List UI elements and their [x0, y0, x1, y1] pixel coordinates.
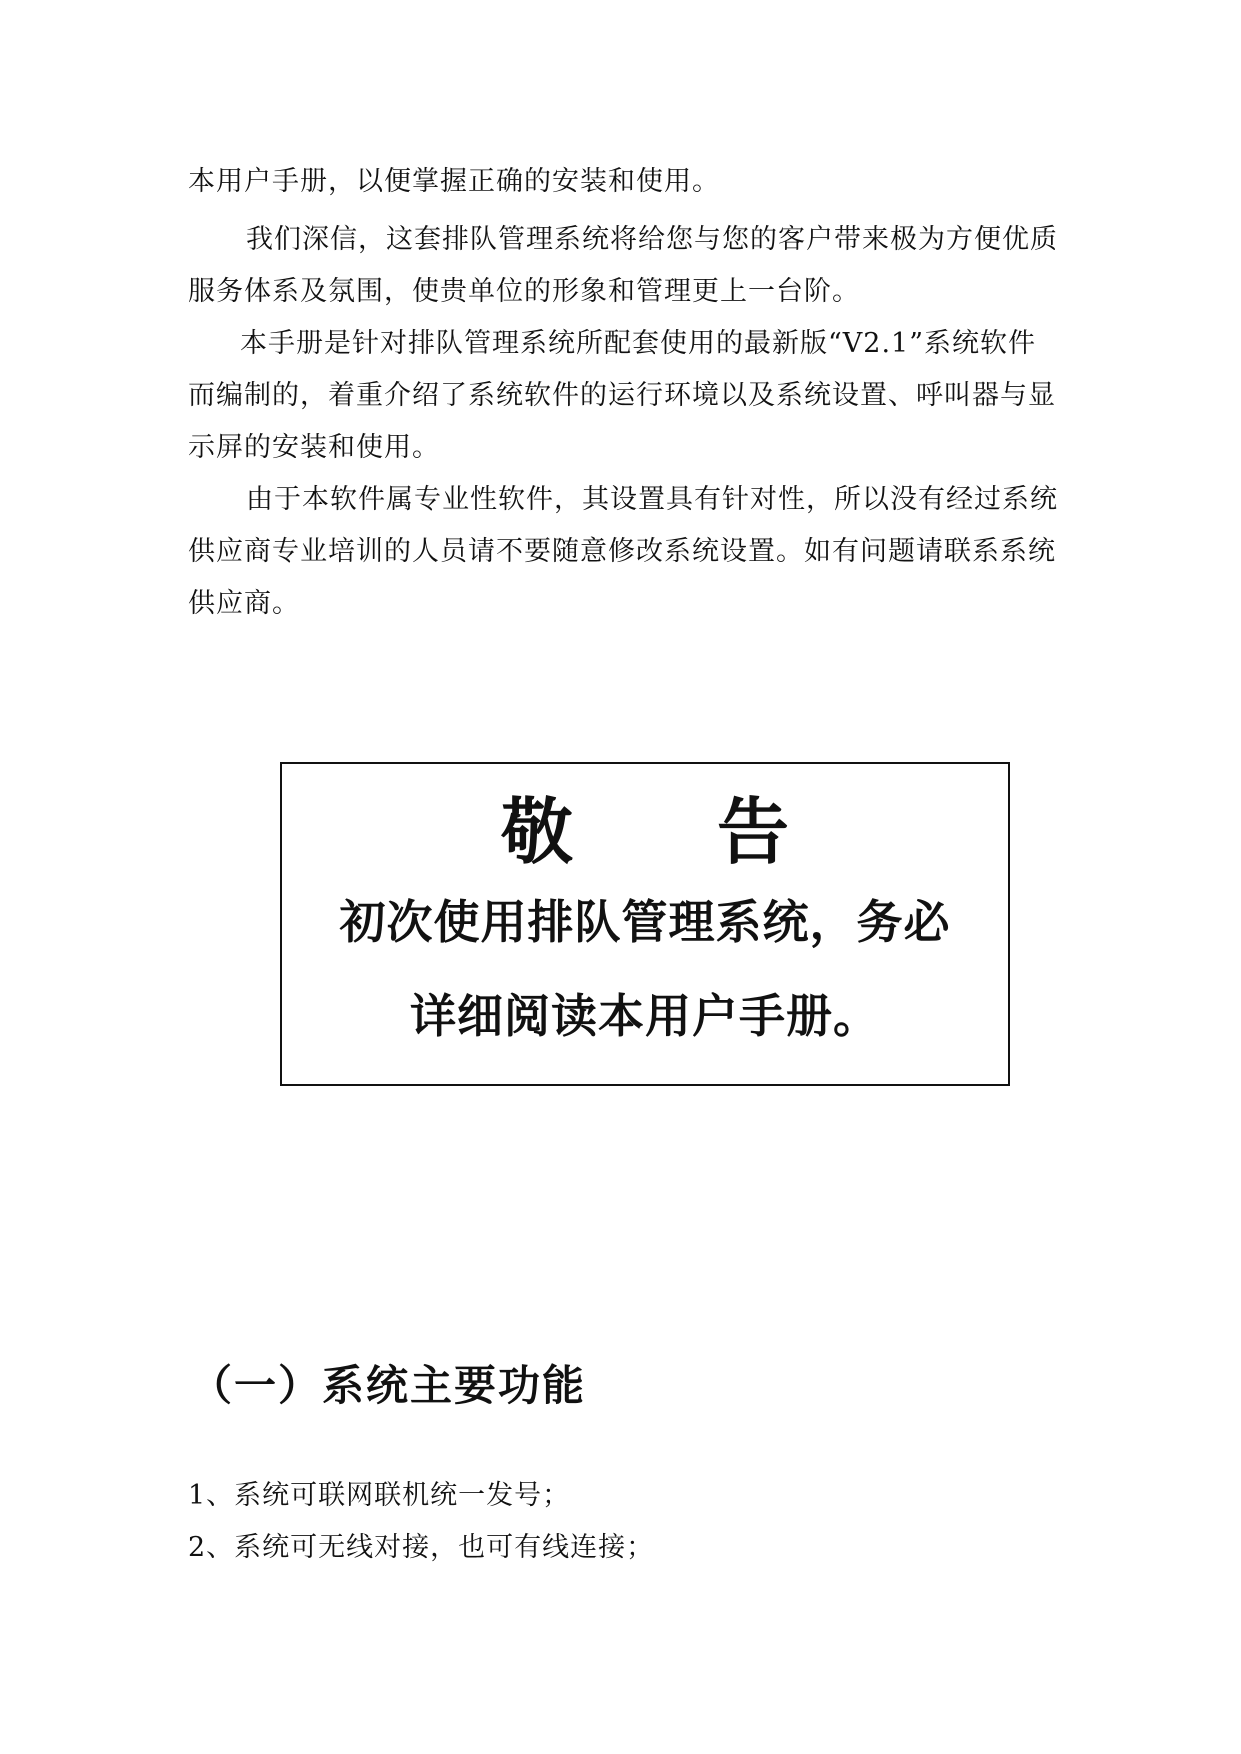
intro-paragraph-3: 本手册是针对排队管理系统所配套使用的最新版“V2.1”系统软件而编制的，着重介绍了系统软件的运行环境以及系统设置、呼叫器与显示屏的安装和使用。 — [188, 328, 1056, 463]
feature-item-2: 2、系统可无线对接，也可有线连接； — [188, 1532, 655, 1563]
warning-line-2: 详细阅读本用户手册。 — [410, 989, 880, 1043]
warning-box — [280, 762, 1010, 1086]
warning-title: 敬告 — [500, 790, 933, 874]
intro-paragraph-4: 由于本软件属专业性软件，其设置具有针对性，所以没有经过系统供应商专业培训的人员请不要随意修改系统设置。如有问题请联系系统供应商。 — [188, 484, 1058, 619]
feature-item-1: 1、系统可联网联机统一发号； — [188, 1480, 571, 1511]
feature-list — [188, 1470, 1058, 1574]
intro-paragraph-2: 我们深信，这套排队管理系统将给您与您的客户带来极为方便优质服务体系及氛围，使贵单位的形象和管理更上一台阶。 — [188, 224, 1058, 307]
warning-line-1: 初次使用排队管理系统，务必 — [339, 895, 951, 949]
intro-paragraph-1: 本用户手册，以便掌握正确的安装和使用。 — [188, 166, 720, 197]
section-heading: （一）系统主要功能 — [190, 1361, 587, 1410]
